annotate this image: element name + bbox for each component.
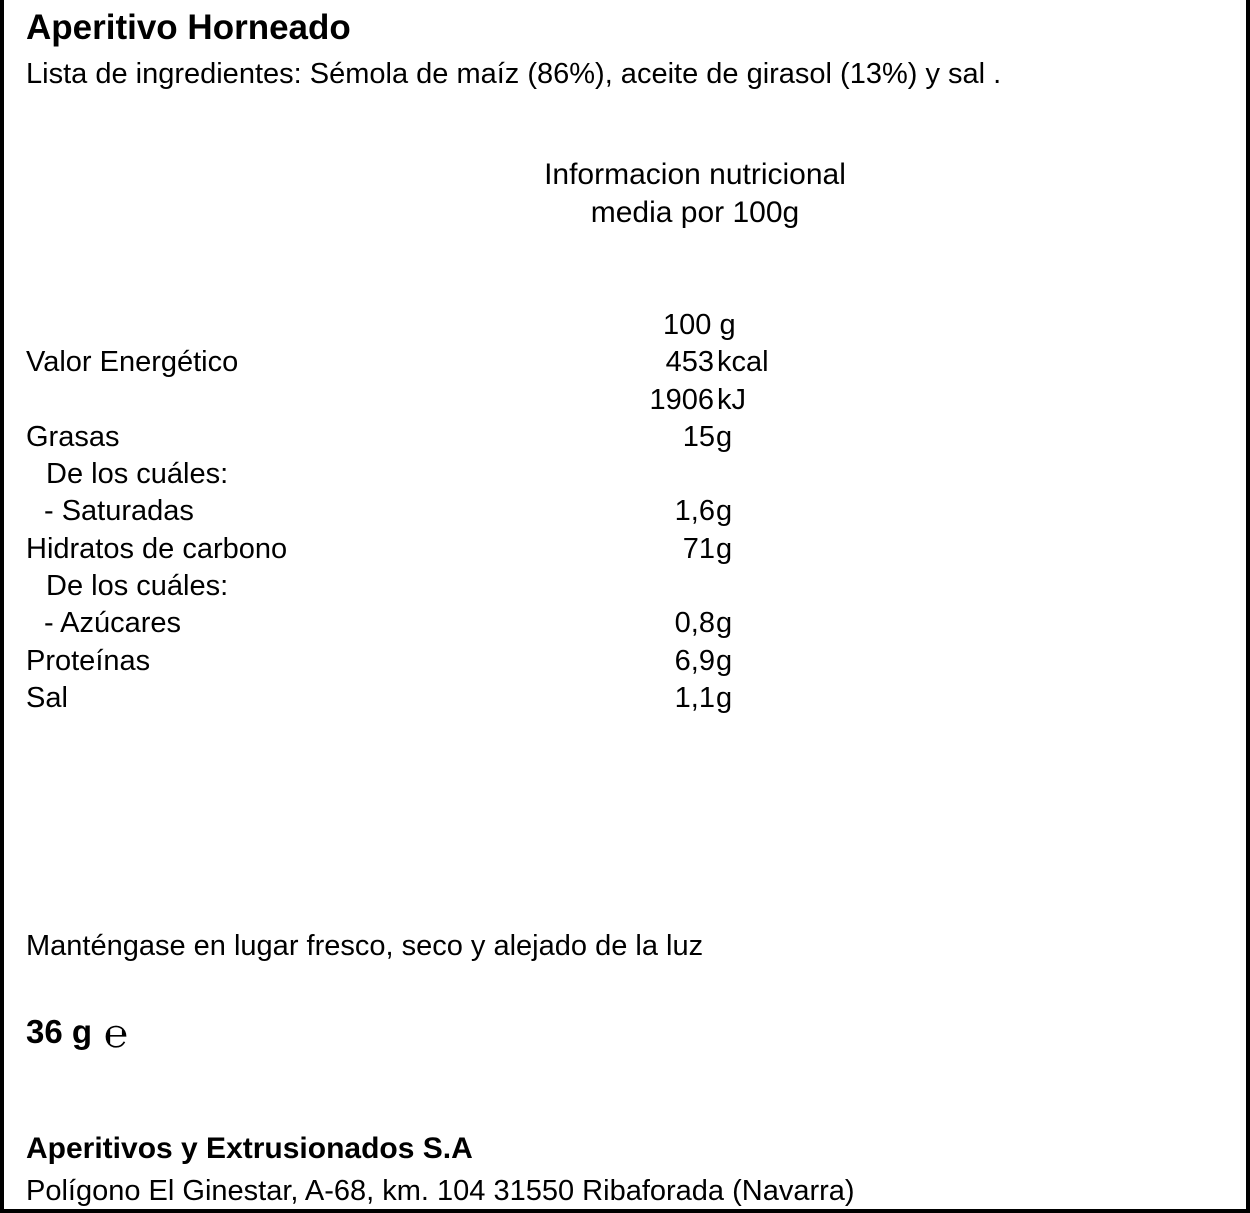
nutrition-row-unit: g [716,682,733,714]
nutrition-row-label: Valor Energético [26,346,239,378]
nutrition-row-value: 1,1 [674,682,715,714]
nutrition-row-value: 6,9 [674,645,715,677]
storage-instructions: Manténgase en lugar fresco, seco y alejado de la luz [26,930,704,962]
estimated-sign-icon: ℮ [104,1011,129,1057]
nutrition-row-label: Sal [26,682,68,714]
ingredients-list: Lista de ingredientes: Sémola de maíz (86%), aceite de girasol (13%) y sal . [26,58,1002,90]
manufacturer-address: Polígono El Ginestar, A-68, km. 104 31550 Ribaforada (Navarra) [26,1175,855,1207]
net-weight: 36 g [26,1013,93,1050]
nutrition-row-label: Grasas [26,421,120,453]
nutrition-row-value: 453 [665,346,714,378]
nutrition-row-value: 15 [682,421,715,453]
nutrition-row-unit: g [716,533,733,565]
nutrition-row-label: - Azúcares [44,607,181,639]
nutrition-row-unit: g [716,607,733,639]
nutrition-column-header: 100 g [663,309,736,341]
nutrition-row-unit: kJ [717,384,746,416]
product-title: Aperitivo Horneado [26,8,351,47]
nutrition-row-unit: g [716,421,733,453]
nutrition-row-label: Proteínas [26,645,151,677]
nutrition-row-value: 1,6 [674,495,715,527]
nutrition-row-value: 1906 [649,384,714,416]
nutrition-row-value: 71 [682,533,715,565]
nutrition-row-unit: g [716,645,733,677]
nutrition-row-label: - Saturadas [44,495,194,527]
nutrition-heading: Informacion nutricional [544,158,846,191]
nutrition-row-label: De los cuáles: [46,570,229,602]
nutrition-row-unit: kcal [717,346,769,378]
nutrition-row-label: Hidratos de carbono [26,533,288,565]
nutrition-row-unit: g [716,495,733,527]
nutrition-row-label: De los cuáles: [46,458,229,490]
nutrition-row-value: 0,8 [674,607,715,639]
nutrition-subheading: media por 100g [590,196,800,229]
manufacturer-name: Aperitivos y Extrusionados S.A [26,1132,473,1165]
